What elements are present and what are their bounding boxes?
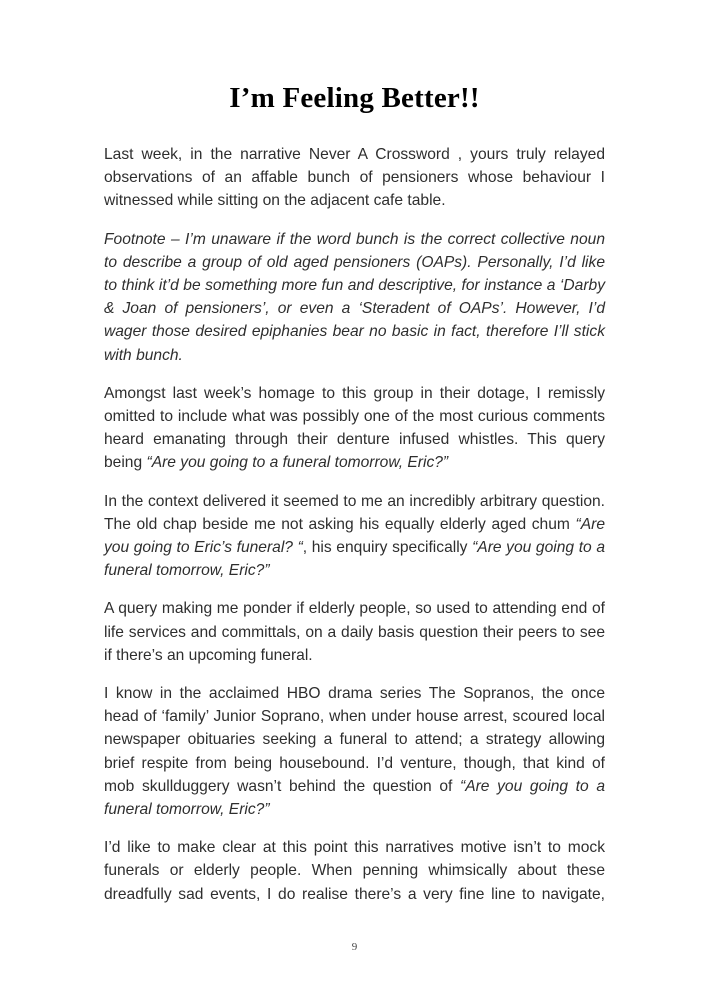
footnote-paragraph: Footnote – I’m unaware if the word bunch is the correct collective noun to describe a group of old aged pensioners (OAPs). Personally, I’d like to think it’d be something more fun and descriptive, for instance a ‘Darby & Joan of pensioners’, or even a ‘Steradent of OAPs’. However, I’d wager those desired epiphanies bear no basic in fact, therefore I’ll stick with bunch. [104,230,605,364]
paragraph-4-text-2: , his enquiry specifically [302,539,473,557]
paragraph-4-quote-2: “Are you going to a funeral tomorrow, Eric?” [104,539,606,580]
paragraph-6 [104,682,605,821]
body-text [104,143,605,921]
paragraph-3-text: Amongst last week’s homage to this group in their dotage, I remissly omitted to include what was possibly one of the most curious comments heard emanating through their denture infused whistles. This query being [104,384,605,472]
paragraph-3 [104,382,605,475]
paragraph-4-text-1: In the context delivered it seemed to me an incredibly arbitrary question. The old chap beside me not asking his equally elderly aged chum [104,492,605,533]
paragraph-4-quote-1: “Are you going to Eric’s funeral? “ [104,515,605,557]
paragraph-6-quote: “Are you going to a funeral tomorrow, Eric?” [104,777,605,819]
paragraph-7: I’d like to make clear at this point this narratives motive isn’t to mock funerals or elderly people. When penning whimsically about these dreadfully sad events, I do realise there’s a very fine line to navigate, [104,839,605,903]
paragraph-1: Last week, in the narrative Never A Crossword , yours truly relayed observations of an affable bunch of pensioners whose behaviour I witnessed while sitting on the adjacent cafe table. [104,146,605,210]
paragraph-3-quote: “Are you going to a funeral tomorrow, Eric?” [146,454,449,472]
page-number: 9 [351,941,358,953]
paragraph-5: A query making me ponder if elderly people, so used to attending end of life services and committals, on a daily basis question their peers to see if there’s an upcoming funeral. [104,600,605,664]
page-title: I’m Feeling Better!! [229,82,480,114]
paragraph-6-text: I know in the acclaimed HBO drama series The Sopranos, the once head of ‘family’ Junior Soprano, when under house arrest, scoured local newspaper obituaries seeking a funeral to attend; a strategy allowing brief respite from being housebound. I’d venture, though, that kind of mob skullduggery wasn’t behind the question of [104,685,605,795]
paragraph-4 [104,490,605,583]
